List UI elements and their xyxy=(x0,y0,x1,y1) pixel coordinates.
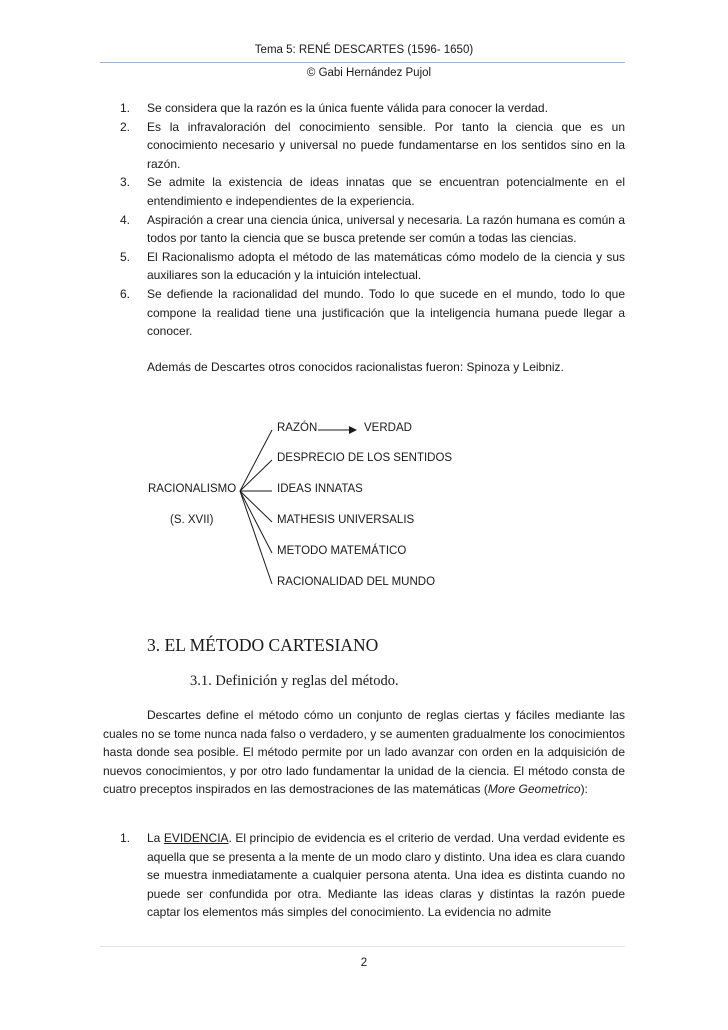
list-item-text: Se considera que la razón es la única fuente válida para conocer la verdad. xyxy=(147,101,548,115)
list-number: 2. xyxy=(120,119,131,134)
subsection-heading: 3.1. Definición y reglas del método. xyxy=(190,673,399,689)
diagram-branch-label: MATHESIS UNIVERSALIS xyxy=(277,514,415,526)
list-item-text: . El principio de evidencia es el criterio de verdad. Una verdad evidente es aquella que se presenta a la mente de un modo claro y distinto. Una idea es clara cuando se muestra inmediatamente a cualquier persona atenta. Una idea es distinta cuando no puede ser confundida por otra. Mediante las ideas claras y distintas la razón puede captar los elementos más simples del conocimiento. La evidencia no admite xyxy=(147,831,625,920)
list-item xyxy=(120,248,625,285)
diagram-razon-label: RAZÓN xyxy=(277,422,318,434)
list-item xyxy=(120,211,625,248)
method-definition-paragraph xyxy=(103,706,625,799)
list-number: 6. xyxy=(120,286,131,301)
diagram-verdad-label: VERDAD xyxy=(364,422,412,434)
branch-line-mathesis xyxy=(240,491,272,522)
list-item xyxy=(120,118,625,174)
diagram-branch-label: METODO MATEMÁTICO xyxy=(277,545,407,557)
method-rules-list xyxy=(120,829,625,922)
branch-line-racionalidad xyxy=(240,491,272,584)
diagram-branch-label: IDEAS INNATAS xyxy=(277,483,363,495)
header-rule xyxy=(100,62,625,63)
list-item-text: Se admite la existencia de ideas innatas que se encuentran potencialmente en el entendimiento e independientes de la experiencia. xyxy=(147,175,625,208)
header-author: © Gabi Hernández Pujol xyxy=(306,67,432,79)
paragraph-end: ): xyxy=(580,782,588,797)
diagram-root-sub-label: (S. XVII) xyxy=(170,514,214,526)
term-prefix: La xyxy=(147,831,164,845)
diagram-root-label: RACIONALISMO xyxy=(148,483,237,495)
diagram-branch-label: RACIONALIDAD DEL MUNDO xyxy=(277,576,436,588)
rationalism-characteristics-list xyxy=(120,99,625,341)
branch-line-razon xyxy=(240,430,272,491)
section-heading: 3. EL MÉTODO CARTESIANO xyxy=(147,635,379,655)
list-item-text: Es la infravaloración del conocimiento sensible. Por tanto la ciencia que es un conocimiento necesario y universal no puede fundamentarse en los sentidos sino en la razón. xyxy=(147,119,625,171)
list-number: 3. xyxy=(120,175,131,190)
header-title: Tema 5: RENÉ DESCARTES (1596- 1650) xyxy=(254,44,474,56)
italic-term: More Geometrico xyxy=(487,782,581,797)
evidence-term: EVIDENCIA xyxy=(163,831,229,845)
diagram-branch-label: DESPRECIO DE LOS SENTIDOS xyxy=(277,452,453,464)
list-number: 4. xyxy=(120,212,131,227)
branch-line-desprecio xyxy=(240,460,272,491)
page-number: 2 xyxy=(360,957,368,969)
list-number: 1. xyxy=(120,831,131,845)
paragraph-text: Descartes define el método cómo un conjunto de reglas ciertas y fáciles mediante las cuales no se tome nunca nada falso o verdadero, y se aumenten gradualmente los conocimientos hasta donde sea posible. El método permite por un lado avanzar con orden en la adquisición de nuevos conocimientos, y por otro lado fundamentar la unidad de la ciencia. El método consta de cuatro preceptos inspirados en las demostraciones de las matemáticas ( xyxy=(103,708,625,797)
list-item-text: Aspiración a crear una ciencia única, universal y necesaria. La razón humana es común a todos por tanto la ciencia que se busca pretende ser común a todas las ciencias. xyxy=(147,212,625,246)
list-item xyxy=(120,285,625,341)
list-item xyxy=(120,829,625,922)
other-rationalists-paragraph: Además de Descartes otros conocidos racionalistas fueron: Spinoza y Leibniz. xyxy=(147,360,564,374)
list-item xyxy=(120,173,625,210)
list-number: 1. xyxy=(120,101,131,115)
branch-line-metodo xyxy=(240,491,272,553)
footer-rule xyxy=(100,946,625,947)
list-number: 5. xyxy=(120,249,131,264)
list-item-text: El Racionalismo adopta el método de las matemáticas cómo modelo de la ciencia y sus auxiliares son la educación y la intuición intelectual. xyxy=(147,249,625,283)
list-item xyxy=(120,99,625,118)
list-item-text: Se defiende la racionalidad del mundo. Todo lo que sucede en el mundo, todo lo que compone la realidad tiene una justificación que la inteligencia humana puede llegar a conocer. xyxy=(147,286,625,339)
